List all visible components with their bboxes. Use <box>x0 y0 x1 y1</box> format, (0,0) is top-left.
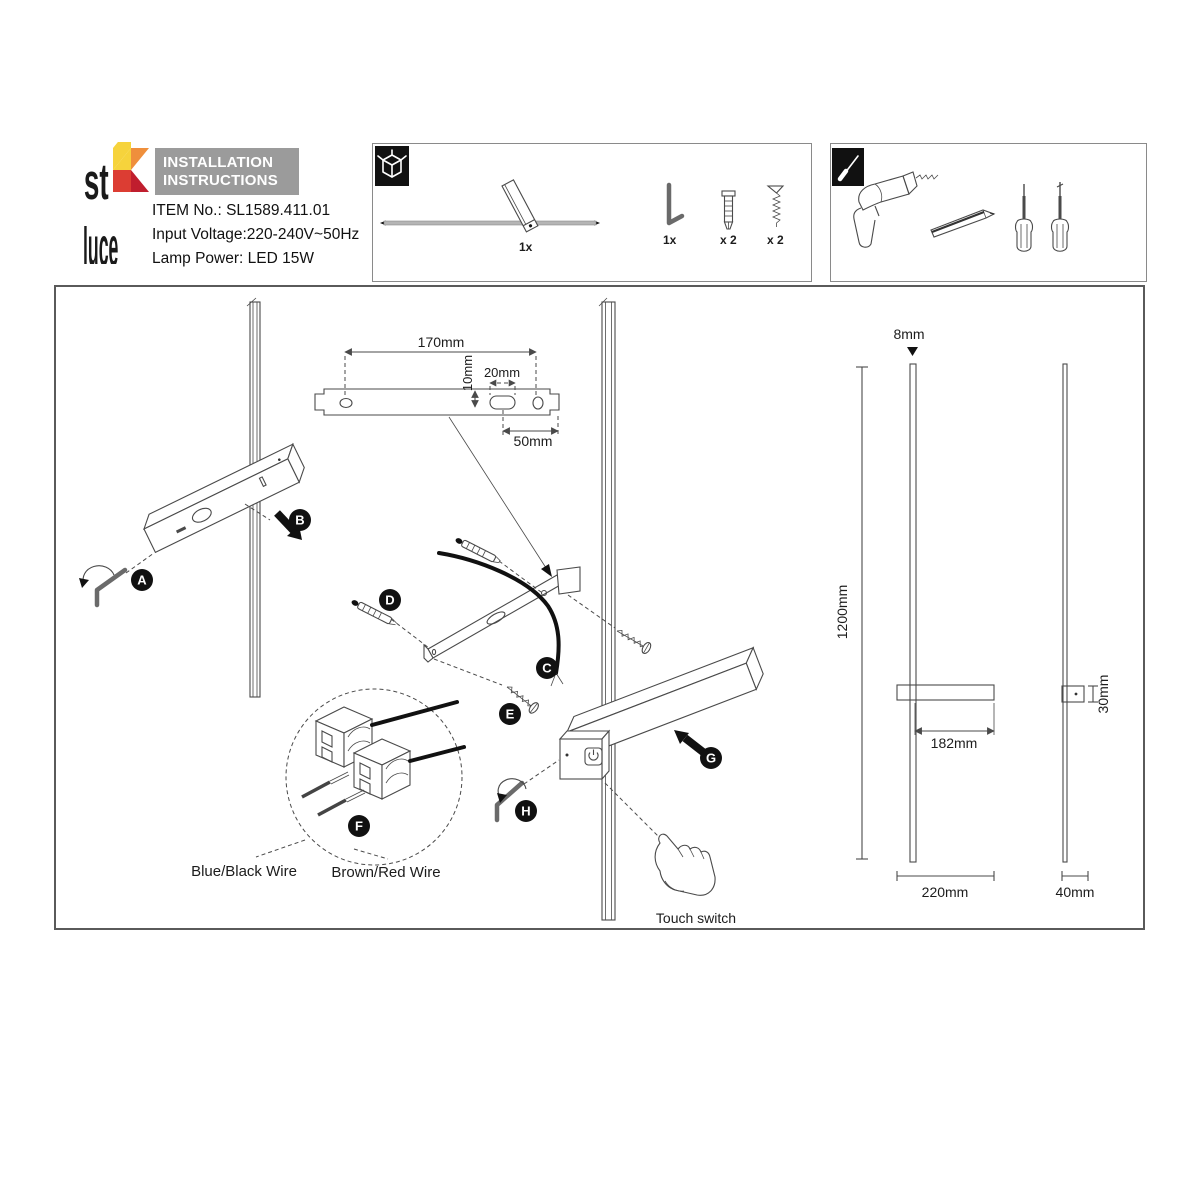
step-letter-c: C <box>542 660 552 676</box>
input-voltage: Input Voltage:220-240V~50Hz <box>152 226 360 243</box>
dim-arm-length: 182mm <box>930 735 978 751</box>
drill-tool <box>854 172 938 247</box>
logo-text-st: st <box>83 153 109 211</box>
dim-tube-diameter: 8mm <box>893 326 925 342</box>
lamp-pole-center <box>599 298 615 920</box>
dim-slot-width: 20mm <box>483 365 521 380</box>
blue-wire-label: Blue/Black Wire <box>191 863 297 880</box>
front-view-dimensions <box>834 326 994 900</box>
bracket-end-cap <box>557 567 580 594</box>
title-banner <box>155 148 299 195</box>
allen-key-qty: 1x <box>663 233 677 247</box>
step-letter-h: H <box>521 803 531 819</box>
screw-part <box>767 186 784 247</box>
step-letter-f: F <box>355 818 363 834</box>
anchor-qty: x 2 <box>720 233 737 247</box>
allen-key-a <box>79 566 125 605</box>
driver-housing-box <box>139 444 309 552</box>
dim-base-depth: 40mm <box>1055 884 1095 900</box>
wall-bracket <box>428 575 562 658</box>
pencil-tool <box>931 210 994 237</box>
stripped-wire-brown <box>318 790 365 815</box>
step-letter-e: E <box>505 706 515 722</box>
wall-anchor-part <box>720 191 737 247</box>
step-ab-scene <box>79 298 311 697</box>
stluce-logo <box>83 142 149 264</box>
step-label-d <box>379 589 401 611</box>
dim-base-height: 30mm <box>1095 674 1111 714</box>
flat-screwdriver-tool <box>1016 184 1033 251</box>
item-number: ITEM No.: SL1589.411.01 <box>152 202 331 219</box>
touch-switch-label: Touch switch <box>655 910 737 926</box>
step-gh-scene <box>497 648 767 926</box>
lamp-power: Lamp Power: LED 15W <box>152 250 314 267</box>
dim-bracket-length: 170mm <box>417 334 465 350</box>
tools-box <box>830 143 1147 282</box>
wiring-detail-scene <box>191 689 464 881</box>
screwdriver-icon <box>832 148 864 186</box>
lamp-qty: 1x <box>519 240 533 254</box>
mount-box <box>560 731 609 779</box>
connector-wire-1 <box>372 702 457 725</box>
step-label-e <box>499 703 521 725</box>
step-letter-a: A <box>137 572 147 588</box>
step-label-b <box>289 509 311 531</box>
pointing-hand <box>655 834 715 895</box>
dim-lamp-height: 1200mm <box>834 584 850 640</box>
dim-bracket-hole-offset: 10mm <box>460 354 475 392</box>
step-label-f <box>348 815 370 837</box>
step-letter-b: B <box>295 512 305 528</box>
step-label-g <box>700 747 722 769</box>
bracket-dimension-drawing <box>315 334 559 577</box>
step-label-c <box>536 657 558 679</box>
connector-wire-2 <box>410 747 464 761</box>
main-diagram-frame <box>54 285 1145 930</box>
dim-slot-to-end: 50mm <box>513 433 553 449</box>
dim-base-width: 220mm <box>921 884 969 900</box>
step-label-h <box>515 800 537 822</box>
step-letter-d: D <box>385 592 395 608</box>
title-line1: INSTALLATION <box>163 154 274 171</box>
brown-wire-label: Brown/Red Wire <box>331 864 441 881</box>
screw-qty: x 2 <box>767 233 784 247</box>
phillips-screwdriver-tool <box>1052 182 1069 251</box>
step-letter-g: G <box>705 750 717 766</box>
lamp-part <box>380 180 600 254</box>
parts-box <box>372 143 812 282</box>
mounting-screw-right <box>614 626 652 655</box>
title-line2: INSTRUCTIONS <box>163 172 278 189</box>
stripped-wire-blue <box>302 772 349 797</box>
product-info <box>152 199 359 271</box>
arrow-g <box>674 730 703 752</box>
side-view-dimensions <box>1056 364 1111 900</box>
logo-text-luce: luce <box>83 215 119 264</box>
allen-key-part <box>663 185 682 247</box>
step-label-a <box>131 569 153 591</box>
